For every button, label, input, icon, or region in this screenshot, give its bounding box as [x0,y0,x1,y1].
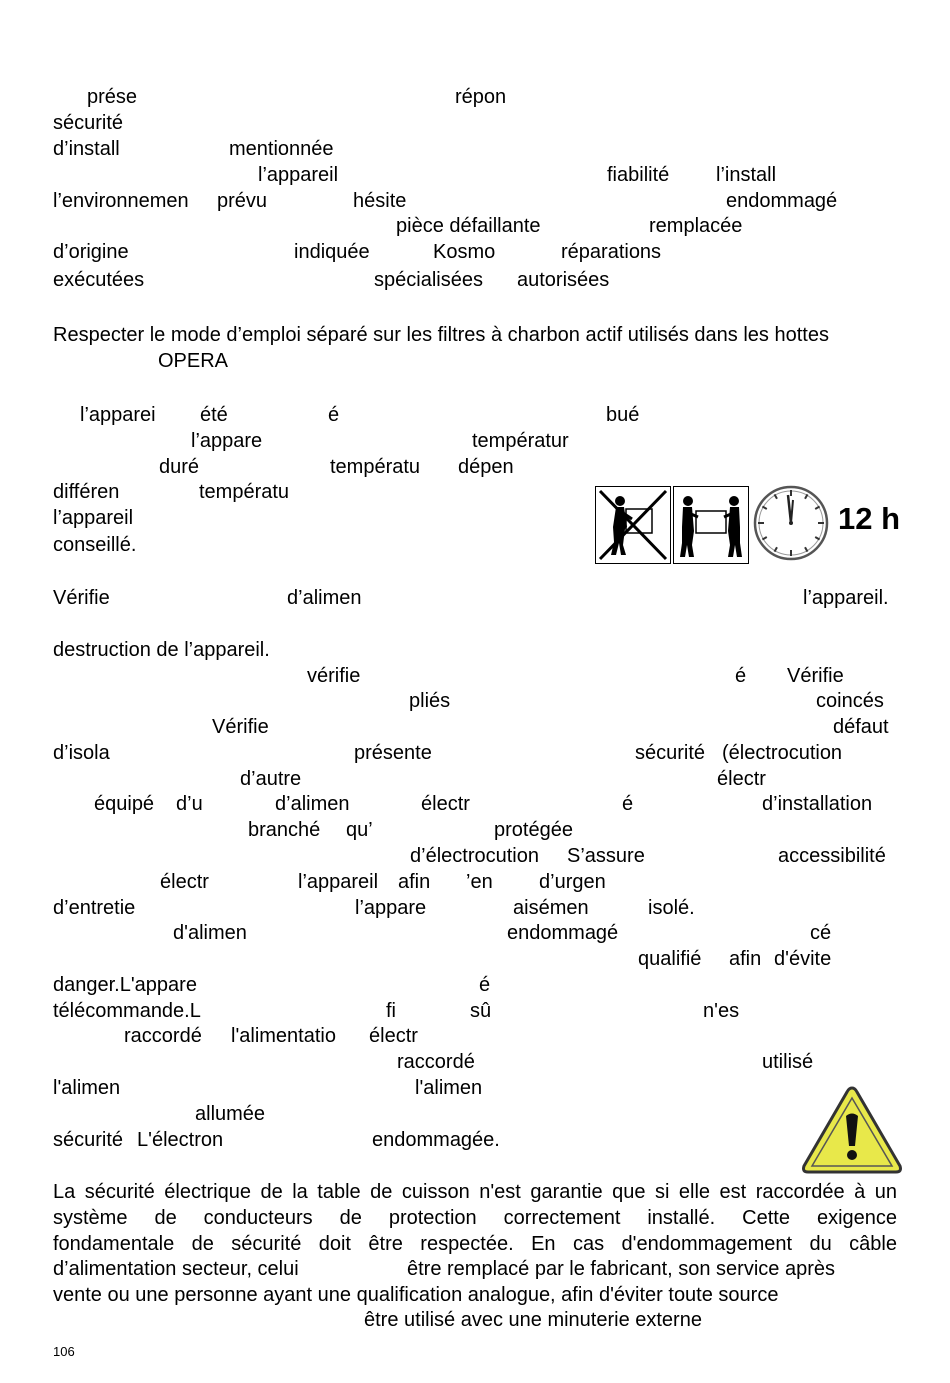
text-fragment: d'alimen [173,922,247,944]
text-fragment: températu [330,456,421,478]
paragraph-line: être remplacé par le fabricant, son service après [407,1258,835,1280]
text-fragment: températu [199,481,290,503]
paragraph-line: La sécurité électrique de la table de cuisson n'est garantie que si elle est raccordée à un [53,1181,897,1203]
text-fragment: endommagé [726,190,838,212]
text-fragment: sécurité [635,742,706,764]
text-fragment: (électrocution [722,742,843,764]
text-fragment: Vérifie [787,665,844,687]
paragraph-line: fondamentale de sécurité doit être respectée. En cas d'endommagement du câble [53,1232,897,1255]
text-fragment: utilisé [762,1051,814,1073]
text-fragment: l'alimen [53,1077,121,1099]
two-person-lift-icon [673,486,749,564]
text-fragment: différen [53,481,120,503]
text-fragment: raccordé [397,1051,475,1073]
text-fragment: électr [369,1025,418,1047]
text-fragment: d’autre [240,768,302,790]
text-fragment: afin [398,871,431,893]
text-fragment: protégée [494,819,573,841]
text-fragment: l’environnemen [53,190,189,212]
text-fragment: sû [470,1000,492,1022]
text-fragment: indiquée [294,241,370,263]
text-fragment: conseillé. [53,534,137,556]
text-fragment: aisémen [513,897,589,919]
text-fragment: pliés [409,690,451,712]
text-fragment: l’appareil. [803,587,889,609]
text-fragment: électr [421,793,470,815]
text-fragment: fi [386,1000,396,1022]
warning-triangle-icon [800,1084,904,1176]
text-fragment: n'es [703,1000,740,1022]
clock-icon [752,482,830,564]
text-fragment: Vérifie [53,587,110,609]
paragraph-line: d’alimentation secteur, celui [53,1258,299,1280]
text-fragment: d’install [53,138,120,160]
text-fragment: prévu [217,190,268,212]
text-fragment: endommagée. [372,1129,500,1151]
text-fragment: afin [729,948,762,970]
text-fragment: pièce défaillante [396,215,541,237]
text-fragment: l'alimen [415,1077,483,1099]
text-fragment: présente [354,742,432,764]
paragraph-line: système de conducteurs de protection correctement installé. Cette exigence [53,1206,897,1229]
text-fragment: d’alimen [275,793,350,815]
text-fragment: isolé. [648,897,695,919]
text-fragment: hésite [353,190,407,212]
text-fragment: mentionnée [229,138,334,160]
paragraph-line: vente ou une personne ayant une qualification analogue, afin d'éviter toute source [53,1284,779,1306]
filter-instruction: Respecter le mode d’emploi séparé sur les filtres à charbon actif utilisés dans les hottes [53,324,829,346]
text-fragment: défaut [833,716,889,738]
text-fragment: répon [455,86,507,108]
text-fragment: températur [472,430,569,452]
text-fragment: endommagé [507,922,619,944]
text-fragment: l'alimentatio [231,1025,336,1047]
text-fragment: exécutées [53,269,145,291]
text-fragment: l’appare [355,897,427,919]
text-fragment: prése [87,86,138,108]
text-fragment: S’assure [567,845,645,867]
text-fragment: é [622,793,634,815]
text-fragment: l’appareil [298,871,379,893]
text-fragment: électr [717,768,766,790]
text-fragment: l’appareil [53,507,134,529]
text-fragment: qualifié [638,948,702,970]
product-name: OPERA [158,350,229,372]
text-fragment: danger.L'appare [53,974,197,996]
text-fragment: l’appare [191,430,263,452]
text-fragment: ’en [466,871,493,893]
text-fragment: branché [248,819,321,841]
text-fragment: autorisées [517,269,610,291]
text-fragment: d'évite [774,948,832,970]
text-fragment: d’alimen [287,587,362,609]
text-fragment: d’origine [53,241,129,263]
text-fragment: spécialisées [374,269,483,291]
text-fragment: accessibilité [778,845,886,867]
no-single-person-lift-icon [595,486,671,564]
text-fragment: sécurité [53,1129,124,1151]
duration-label: 12 h [838,501,901,536]
text-fragment: d’installation [762,793,873,815]
text-fragment: d’entretie [53,897,136,919]
text-fragment: équipé [94,793,155,815]
text-fragment: d’u [176,793,203,815]
text-fragment: vérifie [307,665,361,687]
text-fragment: destruction de l’appareil. [53,639,270,661]
electrical-safety-paragraph [53,1180,897,1257]
text-fragment: d’urgen [539,871,606,893]
text-fragment: cé [810,922,832,944]
text-fragment: électr [160,871,209,893]
text-fragment: allumée [195,1103,266,1125]
text-fragment: L'électron [137,1129,224,1151]
text-fragment: l’apparei [80,404,156,426]
text-fragment: qu’ [346,819,373,841]
text-fragment: duré [159,456,200,478]
text-fragment: Kosmo [433,241,496,263]
text-fragment: é [479,974,491,996]
text-fragment: é [328,404,340,426]
text-fragment: dépen [458,456,514,478]
text-fragment: bué [606,404,640,426]
text-fragment: raccordé [124,1025,202,1047]
text-fragment: remplacée [649,215,743,237]
text-fragment: été [200,404,228,426]
text-fragment: réparations [561,241,662,263]
text-fragment: fiabilité [607,164,670,186]
text-fragment: é [735,665,747,687]
text-fragment: l’install [716,164,777,186]
paragraph-line: être utilisé avec une minuterie externe [364,1309,702,1331]
text-fragment: sécurité [53,112,124,134]
text-fragment: d’isola [53,742,110,764]
text-fragment: l’appareil [258,164,339,186]
text-fragment: Vérifie [212,716,269,738]
text-fragment: coincés [816,690,884,712]
text-fragment: télécommande.L [53,1000,201,1022]
page-number: 106 [53,1344,75,1359]
text-fragment: d’électrocution [410,845,539,867]
